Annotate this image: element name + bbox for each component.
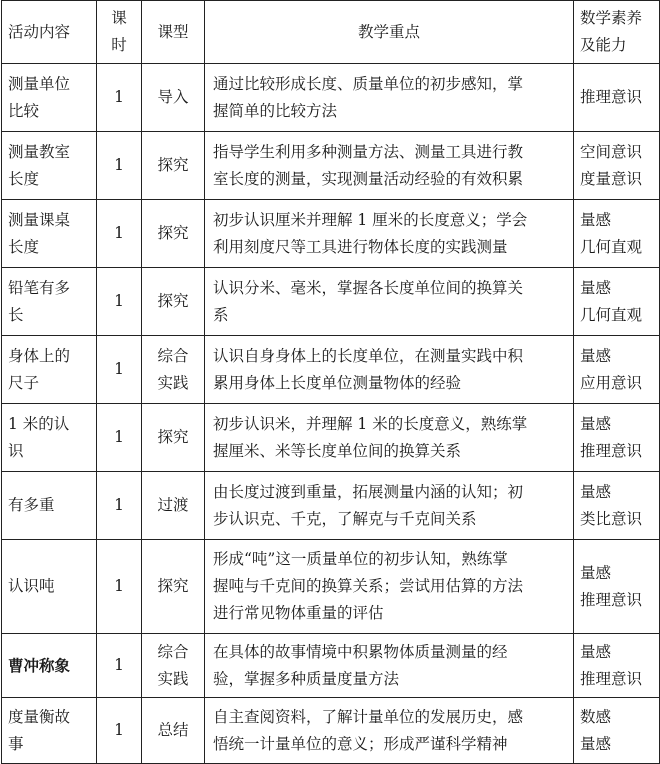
- table-row: [2, 540, 660, 634]
- literacy-cell: 量感 几何直观: [574, 200, 660, 268]
- activity-cell: 测量教室 长度: [2, 132, 97, 200]
- literacy-cell: 空间意识 度量意识: [574, 132, 660, 200]
- type-cell: 探究: [142, 404, 205, 472]
- header-activity: 活动内容: [2, 1, 97, 64]
- header-literacy: 数学素养 及能力: [574, 1, 660, 64]
- table-row: [2, 698, 660, 764]
- type-cell: 综合 实践: [142, 634, 205, 698]
- type-cell: 探究: [142, 540, 205, 634]
- literacy-cell: 量感 类比意识: [574, 472, 660, 540]
- hours-cell: 1: [97, 132, 142, 200]
- hours-cell: 1: [97, 540, 142, 634]
- header-focus: 教学重点: [205, 1, 574, 64]
- literacy-cell: 量感 推理意识: [574, 540, 660, 634]
- header-hours: 课 时: [97, 1, 142, 64]
- focus-cell: 认识自身身体上的长度单位，在测量实践中积 累用身体上长度单位测量物体的经验: [205, 336, 574, 404]
- activity-cell: 1 米的认 识: [2, 404, 97, 472]
- hours-cell: 1: [97, 268, 142, 336]
- activity-cell: 身体上的 尺子: [2, 336, 97, 404]
- literacy-cell: 数感 量感: [574, 698, 660, 764]
- type-cell: 导入: [142, 64, 205, 132]
- focus-cell: 初步认识厘米并理解 1 厘米的长度意义；学会 利用刻度尺等工具进行物体长度的实践测量: [205, 200, 574, 268]
- table-row: [2, 200, 660, 268]
- type-cell: 过渡: [142, 472, 205, 540]
- focus-cell: 自主查阅资料，了解计量单位的发展历史，感 悟统一计量单位的意义；形成严谨科学精神: [205, 698, 574, 764]
- hours-cell: 1: [97, 404, 142, 472]
- hours-cell: 1: [97, 634, 142, 698]
- type-cell: 探究: [142, 200, 205, 268]
- focus-cell: 由长度过渡到重量，拓展测量内涵的认知；初 步认识克、千克，了解克与千克间关系: [205, 472, 574, 540]
- hours-cell: 1: [97, 64, 142, 132]
- hours-cell: 1: [97, 698, 142, 764]
- lesson-plan-table: [1, 0, 660, 764]
- table-row: [2, 64, 660, 132]
- focus-cell: 认识分米、毫米，掌握各长度单位间的换算关 系: [205, 268, 574, 336]
- activity-cell: 曹冲称象: [2, 634, 97, 698]
- table-row: [2, 132, 660, 200]
- hours-cell: 1: [97, 200, 142, 268]
- table-row: [2, 268, 660, 336]
- literacy-cell: 量感 推理意识: [574, 404, 660, 472]
- literacy-cell: 量感 几何直观: [574, 268, 660, 336]
- focus-cell: 形成“吨”这一质量单位的初步认知，熟练掌 握吨与千克间的换算关系；尝试用估算的方法 进行常见物体重量的评估: [205, 540, 574, 634]
- type-cell: 探究: [142, 268, 205, 336]
- table-row: [2, 404, 660, 472]
- literacy-cell: 量感 应用意识: [574, 336, 660, 404]
- hours-cell: 1: [97, 472, 142, 540]
- table-row: [2, 336, 660, 404]
- focus-cell: 通过比较形成长度、质量单位的初步感知，掌 握简单的比较方法: [205, 64, 574, 132]
- literacy-cell: 量感 推理意识: [574, 634, 660, 698]
- table-row: [2, 472, 660, 540]
- focus-cell: 在具体的故事情境中积累物体质量测量的经 验，掌握多种质量度量方法: [205, 634, 574, 698]
- focus-cell: 指导学生利用多种测量方法、测量工具进行教 室长度的测量，实现测量活动经验的有效积累: [205, 132, 574, 200]
- hours-cell: 1: [97, 336, 142, 404]
- activity-cell: 认识吨: [2, 540, 97, 634]
- activity-cell: 铅笔有多 长: [2, 268, 97, 336]
- table-row: [2, 634, 660, 698]
- activity-cell: 测量单位 比较: [2, 64, 97, 132]
- type-cell: 总结: [142, 698, 205, 764]
- type-cell: 探究: [142, 132, 205, 200]
- type-cell: 综合 实践: [142, 336, 205, 404]
- focus-cell: 初步认识米，并理解 1 米的长度意义，熟练掌 握厘米、米等长度单位间的换算关系: [205, 404, 574, 472]
- header-type: 课型: [142, 1, 205, 64]
- literacy-cell: 推理意识: [574, 64, 660, 132]
- header-row: [2, 1, 660, 64]
- activity-cell: 度量衡故 事: [2, 698, 97, 764]
- activity-cell: 测量课桌 长度: [2, 200, 97, 268]
- activity-cell: 有多重: [2, 472, 97, 540]
